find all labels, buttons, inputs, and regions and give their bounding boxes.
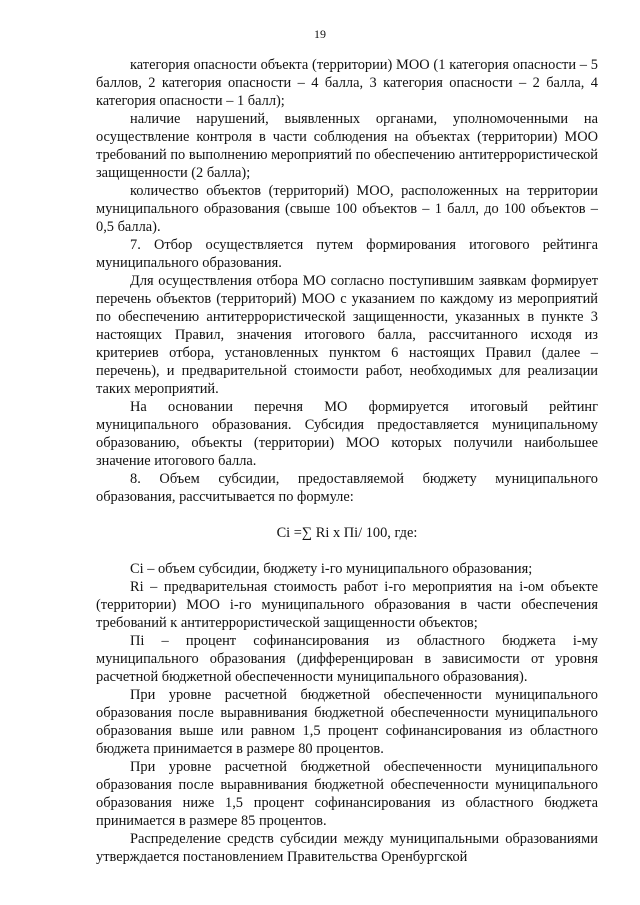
definition-ci: Ci – объем субсидии, бюджету i-го муниципального образования; — [130, 561, 533, 577]
criterion-violations: наличие нарушений, выявленных органами, уполномоченными на осуществление контроля в части соблюдения на объектах (территории) МОО требований по выполнению мероприятий по обеспечению антитеррористической защищенности (2 балла); — [96, 111, 598, 181]
clause-7-selection: 7. Отбор осуществляется путем формирования итогового рейтинга муниципального образования. — [96, 237, 598, 271]
cofinancing-80-paragraph: При уровне расчетной бюджетной обеспеченности муниципального образования после выравнивания бюджетной обеспеченности муниципального образования выше или равном 1,5 процент софинансирования из областного бюджета принимается в размере 80 процентов. — [96, 687, 598, 757]
rating-paragraph: На основании перечня МО формируется итоговый рейтинг муниципального образования. Субсидия предоставляется муниципальному образованию, объекты (территории) МОО которых получили наибольшее значение итогового балла. — [96, 399, 598, 469]
cofinancing-85-paragraph: При уровне расчетной бюджетной обеспеченности муниципального образования после выравнивания бюджетной обеспеченности муниципального образования ниже 1,5 процент софинансирования из областного бюджета принимается в размере 85 процентов. — [96, 759, 598, 829]
clause-8-subsidy-volume: 8. Объем субсидии, предоставляемой бюджету муниципального образования, рассчитывается по формуле: — [96, 471, 598, 505]
definition-ri: Ri – предварительная стоимость работ i-го мероприятия на i-ом объекте (территории) МОО i-го муниципального образования в части обеспечения требований к антитеррористической защищенности объектов; — [96, 579, 598, 631]
subsidy-formula: Ci =∑ Ri x Пi/ 100, где: — [276, 525, 418, 541]
page-number: 19 — [314, 27, 326, 41]
page-body — [96, 56, 598, 866]
distribution-paragraph: Распределение средств субсидии между муниципальными образованиями утверждается постановлением Правительства Оренбургской — [96, 831, 598, 865]
list-formation-paragraph: Для осуществления отбора МО согласно поступившим заявкам формирует перечень объектов (территорий) МОО с указанием по каждому из мероприятий по обеспечению антитеррористической защищенности, указанных в пункте 3 настоящих Правил, значения итогового балла, рассчитанного исходя из критериев отбора, установленных пунктом 6 настоящих Правил (далее – перечень), и предварительной стоимости работ, необходимых для реализации таких мероприятий. — [96, 273, 598, 397]
criterion-danger-category: категория опасности объекта (территории) МОО (1 категория опасности – 5 баллов, 2 категория опасности – 4 балла, 3 категория опасности – 2 балла, 4 категория опасности – 1 балл); — [96, 57, 598, 109]
criterion-object-count: количество объектов (территорий) МОО, расположенных на территории муниципального образования (свыше 100 объектов – 1 балл, до 100 объектов – 0,5 балла). — [96, 183, 598, 235]
definition-pi: Пi – процент софинансирования из областного бюджета i-му муниципального образования (дифференцирован в зависимости от уровня расчетной бюджетной обеспеченности муниципального образования). — [96, 633, 598, 685]
